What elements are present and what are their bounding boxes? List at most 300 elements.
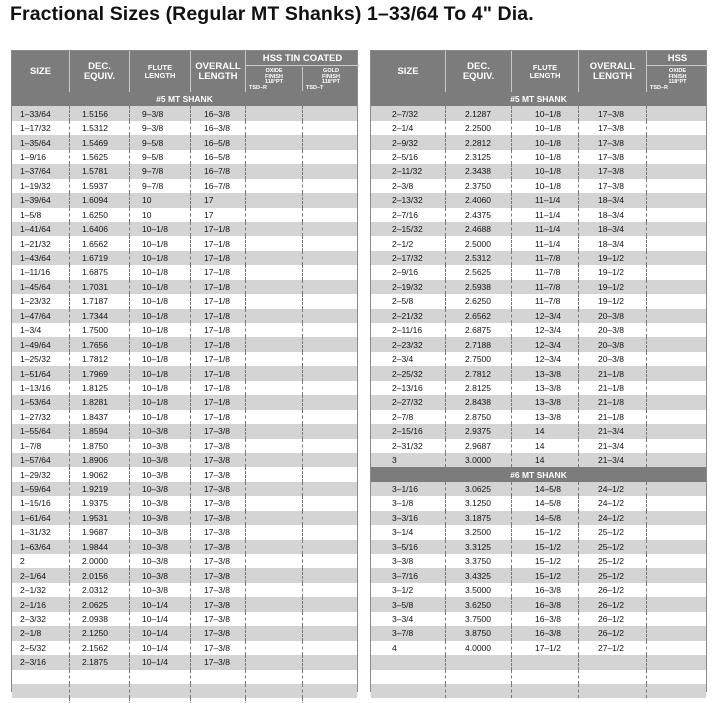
- overall-length-cell: 17–3/8: [191, 540, 246, 554]
- oxide-finish-cell: [246, 684, 303, 698]
- dec-equiv-cell: 1.5625: [70, 150, 130, 164]
- oxide-finish-cell: [647, 106, 708, 120]
- overall-length-cell: 17–3/8: [191, 597, 246, 611]
- dec-equiv-cell: 2.0312: [70, 583, 130, 597]
- dec-equiv-cell: 1.8125: [70, 381, 130, 395]
- oxide-finish-cell: [246, 439, 303, 453]
- oxide-finish-cell: [246, 121, 303, 135]
- size-cell: 2–5/16: [371, 150, 446, 164]
- dec-equiv-cell: 4.0000: [446, 641, 512, 655]
- table-row: [12, 453, 357, 467]
- overall-length-cell: 17–1/8: [191, 265, 246, 279]
- table-row: [371, 554, 706, 568]
- dec-equiv-cell: 1.8281: [70, 395, 130, 409]
- dec-equiv-cell: 2.8438: [446, 395, 512, 409]
- flute-length-cell: 10–1/8: [130, 323, 191, 337]
- overall-length-header: OVERALL LENGTH: [579, 51, 647, 92]
- dec-equiv-cell: 2.4375: [446, 208, 512, 222]
- size-cell: 1–45/64: [12, 280, 70, 294]
- table-row: [371, 236, 706, 250]
- table-row: [371, 150, 706, 164]
- oxide-finish-cell: [647, 323, 708, 337]
- size-cell: 1–31/32: [12, 525, 70, 539]
- size-cell: 2–13/32: [371, 193, 446, 207]
- table-row: [12, 309, 357, 323]
- table-row: [371, 280, 706, 294]
- oxide-finish-cell: [246, 641, 303, 655]
- overall-length-cell: 17–1/8: [191, 236, 246, 250]
- oxide-finish-cell: [647, 236, 708, 250]
- table-row: [371, 568, 706, 582]
- table-row: [371, 525, 706, 539]
- size-cell: 2–1/4: [371, 121, 446, 135]
- size-cell: 2–9/32: [371, 135, 446, 149]
- flute-length-cell: 14–5/8: [512, 482, 579, 496]
- flute-length-cell: 16–3/8: [512, 612, 579, 626]
- gold-finish-cell: [303, 135, 359, 149]
- overall-length-cell: [579, 684, 647, 698]
- size-cell: 1–11/16: [12, 265, 70, 279]
- overall-length-cell: 17–1/8: [191, 222, 246, 236]
- dec-equiv-cell: 1.7500: [70, 323, 130, 337]
- gold-finish-cell: [303, 106, 359, 120]
- oxide-finish-cell: [647, 251, 708, 265]
- dec-equiv-cell: 1.9844: [70, 540, 130, 554]
- size-cell: 3–1/16: [371, 482, 446, 496]
- table-row: [12, 540, 357, 554]
- table-row: [12, 366, 357, 380]
- oxide-finish-cell: [246, 352, 303, 366]
- table-row: [12, 381, 357, 395]
- oxide-finish-cell: [246, 280, 303, 294]
- dec-equiv-cell: 2.5000: [446, 236, 512, 250]
- table-row: [12, 554, 357, 568]
- overall-length-cell: 16–5/8: [191, 135, 246, 149]
- flute-length-cell: 9–5/8: [130, 150, 191, 164]
- overall-length-cell: 19–1/2: [579, 265, 647, 279]
- size-cell: 2–15/32: [371, 222, 446, 236]
- oxide-finish-cell: [246, 568, 303, 582]
- overall-length-cell: 16–3/8: [191, 121, 246, 135]
- overall-length-cell: 17–1/8: [191, 381, 246, 395]
- oxide-finish-cell: [647, 525, 708, 539]
- dec-equiv-cell: 1.7031: [70, 280, 130, 294]
- overall-length-cell: 26–1/2: [579, 612, 647, 626]
- size-cell: 3–3/4: [371, 612, 446, 626]
- size-cell: [371, 655, 446, 669]
- oxide-finish-cell: [246, 597, 303, 611]
- table-row: [371, 540, 706, 554]
- overall-length-cell: 17–3/8: [191, 482, 246, 496]
- table-row: [371, 395, 706, 409]
- dec-equiv-cell: 1.8437: [70, 410, 130, 424]
- size-cell: 1–35/64: [12, 135, 70, 149]
- overall-length-cell: 17–3/8: [579, 164, 647, 178]
- dec-equiv-cell: 3.0000: [446, 453, 512, 467]
- flute-length-cell: 11–7/8: [512, 251, 579, 265]
- oxide-finish-header: OXIDE FINISH 118°PT: [668, 68, 687, 86]
- overall-length-cell: 21–3/4: [579, 439, 647, 453]
- flute-length-cell: 16–3/8: [512, 597, 579, 611]
- size-cell: 2–19/32: [371, 280, 446, 294]
- oxide-finish-cell: [246, 337, 303, 351]
- left-table-body: [12, 92, 357, 703]
- dec-equiv-cell: 3.1250: [446, 496, 512, 510]
- overall-length-cell: 27–1/2: [579, 641, 647, 655]
- size-cell: 3: [371, 453, 446, 467]
- dec-equiv-cell: 1.6406: [70, 222, 130, 236]
- gold-finish-cell: [303, 179, 359, 193]
- flute-length-cell: 14: [512, 453, 579, 467]
- dec-equiv-cell: 3.2500: [446, 525, 512, 539]
- dec-equiv-cell: [446, 684, 512, 698]
- size-cell: 2–21/32: [371, 309, 446, 323]
- overall-length-cell: 17–3/8: [191, 554, 246, 568]
- oxide-finish-cell: [647, 641, 708, 655]
- overall-length-cell: 17–3/8: [191, 511, 246, 525]
- overall-length-cell: 17–3/8: [191, 439, 246, 453]
- flute-length-cell: 12–3/4: [512, 352, 579, 366]
- size-cell: [12, 670, 70, 684]
- overall-length-cell: 18–3/4: [579, 208, 647, 222]
- table-row: [371, 684, 706, 698]
- flute-length-header: FLUTE LENGTH: [512, 51, 579, 92]
- flute-length-cell: 12–3/4: [512, 309, 579, 323]
- dec-equiv-cell: 3.1875: [446, 511, 512, 525]
- flute-length-cell: 10–1/8: [130, 251, 191, 265]
- table-row: [371, 309, 706, 323]
- overall-length-cell: 26–1/2: [579, 597, 647, 611]
- oxide-finish-cell: [647, 568, 708, 582]
- size-cell: 1–57/64: [12, 453, 70, 467]
- flute-length-cell: 14: [512, 439, 579, 453]
- table-row: [12, 106, 357, 120]
- oxide-finish-cell: [647, 309, 708, 323]
- oxide-finish-cell: [647, 164, 708, 178]
- size-cell: 2–25/32: [371, 366, 446, 380]
- overall-length-cell: 17–3/8: [579, 150, 647, 164]
- oxide-finish-cell: [246, 410, 303, 424]
- overall-length-cell: [191, 698, 246, 703]
- flute-length-header: FLUTE LENGTH: [130, 51, 191, 92]
- oxide-finish-cell: [246, 583, 303, 597]
- table-row: [12, 496, 357, 510]
- oxide-finish-cell: [246, 540, 303, 554]
- flute-length-cell: 15–1/2: [512, 568, 579, 582]
- overall-length-cell: 21–3/4: [579, 424, 647, 438]
- dec-equiv-cell: 1.9062: [70, 467, 130, 481]
- table-row: [371, 597, 706, 611]
- dec-equiv-cell: 1.6250: [70, 208, 130, 222]
- table-row: [371, 337, 706, 351]
- flute-length-cell: 10–1/8: [512, 106, 579, 120]
- table-row: [12, 395, 357, 409]
- flute-length-cell: 10–3/8: [130, 453, 191, 467]
- dec-equiv-cell: 3.3750: [446, 554, 512, 568]
- dec-equiv-cell: 3.8750: [446, 626, 512, 640]
- dec-equiv-cell: 3.5000: [446, 583, 512, 597]
- flute-length-cell: 10–1/8: [130, 381, 191, 395]
- overall-length-cell: 17–3/8: [191, 583, 246, 597]
- gold-finish-cell: [303, 540, 359, 554]
- size-cell: 3–7/16: [371, 568, 446, 582]
- gold-finish-cell: [303, 352, 359, 366]
- oxide-finish-cell: [647, 280, 708, 294]
- overall-length-cell: 17–1/8: [191, 352, 246, 366]
- size-cell: 2–3/8: [371, 179, 446, 193]
- size-cell: 3–7/8: [371, 626, 446, 640]
- gold-finish-cell: [303, 251, 359, 265]
- oxide-finish-cell: [647, 366, 708, 380]
- gold-finish-cell: [303, 467, 359, 481]
- size-cell: 2–11/32: [371, 164, 446, 178]
- oxide-finish-cell: [246, 424, 303, 438]
- gold-finish-cell: [303, 597, 359, 611]
- size-cell: 1–27/32: [12, 410, 70, 424]
- size-cell: [371, 684, 446, 698]
- table-row: [12, 568, 357, 582]
- shank-label: #5 MT SHANK: [510, 94, 567, 105]
- size-cell: 1–9/16: [12, 150, 70, 164]
- flute-length-cell: 10–3/8: [130, 482, 191, 496]
- overall-length-cell: 25–1/2: [579, 554, 647, 568]
- gold-finish-cell: [303, 193, 359, 207]
- oxide-finish-cell: [647, 337, 708, 351]
- oxide-finish-cell: [647, 626, 708, 640]
- gold-finish-cell: [303, 626, 359, 640]
- dec-equiv-cell: 1.5781: [70, 164, 130, 178]
- gold-finish-cell: [303, 410, 359, 424]
- table-row: [12, 641, 357, 655]
- dec-equiv-cell: 1.8750: [70, 439, 130, 453]
- size-cell: 2–11/16: [371, 323, 446, 337]
- table-row: [371, 208, 706, 222]
- flute-length-cell: 10–1/8: [512, 121, 579, 135]
- flute-length-cell: 10: [130, 208, 191, 222]
- flute-length-cell: 9–7/8: [130, 179, 191, 193]
- oxide-finish-cell: [246, 265, 303, 279]
- oxide-finish-cell: [246, 670, 303, 684]
- size-cell: 2–3/32: [12, 612, 70, 626]
- dec-equiv-cell: 1.5937: [70, 179, 130, 193]
- oxide-finish-cell: [647, 395, 708, 409]
- table-row: [371, 179, 706, 193]
- dec-equiv-cell: 1.6719: [70, 251, 130, 265]
- oxide-finish-cell: [647, 655, 708, 669]
- size-cell: 3–1/4: [371, 525, 446, 539]
- flute-length-cell: 15–1/2: [512, 525, 579, 539]
- gold-finish-cell: [303, 439, 359, 453]
- size-cell: 1–5/8: [12, 208, 70, 222]
- shank-section-row: [371, 467, 706, 481]
- oxide-finish-cell: [246, 179, 303, 193]
- oxide-finish-cell: [647, 381, 708, 395]
- gold-finish-cell: [303, 381, 359, 395]
- dec-equiv-cell: 1.7969: [70, 366, 130, 380]
- table-row: [371, 410, 706, 424]
- right-table-body: [371, 92, 706, 698]
- dec-equiv-cell: 1.8594: [70, 424, 130, 438]
- oxide-finish-cell: [647, 597, 708, 611]
- overall-length-cell: 20–3/8: [579, 352, 647, 366]
- overall-length-cell: 17–3/8: [579, 121, 647, 135]
- dec-equiv-cell: 2.9375: [446, 424, 512, 438]
- overall-length-cell: [579, 670, 647, 684]
- gold-finish-cell: [303, 496, 359, 510]
- size-header: SIZE: [12, 51, 70, 92]
- flute-length-cell: 15–1/2: [512, 554, 579, 568]
- oxide-finish-cell: [647, 265, 708, 279]
- dec-equiv-cell: [70, 684, 130, 698]
- flute-length-cell: 10–1/8: [130, 366, 191, 380]
- oxide-finish-cell: [246, 511, 303, 525]
- overall-length-cell: 17–3/8: [191, 568, 246, 582]
- oxide-finish-cell: [246, 525, 303, 539]
- oxide-finish-cell: [246, 251, 303, 265]
- flute-length-cell: 15–1/2: [512, 540, 579, 554]
- oxide-finish-header: OXIDE FINISH 118°PT: [246, 67, 303, 91]
- overall-length-cell: 25–1/2: [579, 568, 647, 582]
- dec-equiv-cell: 2.3125: [446, 150, 512, 164]
- gold-finish-cell: [303, 208, 359, 222]
- flute-length-cell: 10–1/8: [512, 179, 579, 193]
- size-cell: 1–3/4: [12, 323, 70, 337]
- size-cell: 1–39/64: [12, 193, 70, 207]
- gold-finish-cell: [303, 568, 359, 582]
- overall-length-cell: [191, 684, 246, 698]
- table-row: [12, 626, 357, 640]
- flute-length-cell: 10–3/8: [130, 525, 191, 539]
- size-cell: 1–53/64: [12, 395, 70, 409]
- flute-length-cell: 10–1/8: [130, 222, 191, 236]
- table-row: [12, 424, 357, 438]
- dec-equiv-cell: 2.0000: [70, 554, 130, 568]
- oxide-finish-cell: [647, 193, 708, 207]
- gold-finish-cell: [303, 655, 359, 669]
- flute-length-cell: 10–1/8: [130, 395, 191, 409]
- oxide-finish-cell: [647, 352, 708, 366]
- oxide-finish-cell: [246, 381, 303, 395]
- overall-length-cell: 18–3/4: [579, 222, 647, 236]
- overall-length-cell: 17–1/8: [191, 251, 246, 265]
- overall-length-cell: 19–1/2: [579, 280, 647, 294]
- oxide-finish-cell: [246, 467, 303, 481]
- gold-finish-cell: [303, 641, 359, 655]
- dec-equiv-cell: 2.5938: [446, 280, 512, 294]
- size-cell: 3–3/8: [371, 554, 446, 568]
- size-cell: 1–29/32: [12, 467, 70, 481]
- oxide-finish-cell: [647, 554, 708, 568]
- flute-length-cell: 10–1/8: [512, 164, 579, 178]
- table-row: [12, 525, 357, 539]
- dec-equiv-cell: 1.9375: [70, 496, 130, 510]
- dec-equiv-cell: 1.5312: [70, 121, 130, 135]
- overall-length-cell: 26–1/2: [579, 626, 647, 640]
- gold-finish-cell: [303, 670, 359, 684]
- oxide-finish-cell: [647, 453, 708, 467]
- size-cell: 1–43/64: [12, 251, 70, 265]
- overall-length-cell: 17–3/8: [191, 655, 246, 669]
- oxide-finish-cell: [246, 366, 303, 380]
- dec-equiv-cell: 3.3125: [446, 540, 512, 554]
- overall-length-cell: 17: [191, 208, 246, 222]
- oxide-finish-cell: [647, 684, 708, 698]
- oxide-finish-cell: [246, 294, 303, 308]
- size-cell: 2–1/2: [371, 236, 446, 250]
- size-cell: 2–1/64: [12, 568, 70, 582]
- oxide-finish-cell: [647, 222, 708, 236]
- flute-length-cell: 10–1/8: [130, 294, 191, 308]
- table-row: [12, 352, 357, 366]
- table-row: [12, 164, 357, 178]
- overall-length-cell: 17–3/8: [191, 496, 246, 510]
- flute-length-cell: 10–1/8: [512, 150, 579, 164]
- flute-length-cell: 11–1/4: [512, 193, 579, 207]
- overall-length-cell: 21–1/8: [579, 395, 647, 409]
- table-row: [371, 352, 706, 366]
- flute-length-cell: 11–1/4: [512, 236, 579, 250]
- table-row: [12, 410, 357, 424]
- flute-length-cell: 10–3/8: [130, 511, 191, 525]
- gold-finish-cell: [303, 395, 359, 409]
- oxide-code-header: TSD–R: [249, 85, 268, 91]
- size-cell: 2–13/16: [371, 381, 446, 395]
- gold-finish-cell: [303, 453, 359, 467]
- dec-equiv-cell: 1.7344: [70, 309, 130, 323]
- dec-equiv-cell: 1.7812: [70, 352, 130, 366]
- size-cell: 2–7/32: [371, 106, 446, 120]
- size-cell: 2–5/32: [12, 641, 70, 655]
- size-cell: 1–55/64: [12, 424, 70, 438]
- size-cell: 2–23/32: [371, 337, 446, 351]
- shank-label: #5 MT SHANK: [156, 94, 213, 105]
- table-row: [371, 164, 706, 178]
- table-row: [12, 612, 357, 626]
- dec-equiv-cell: 2.4060: [446, 193, 512, 207]
- size-cell: 1–17/32: [12, 121, 70, 135]
- overall-length-cell: 20–3/8: [579, 323, 647, 337]
- oxide-finish-cell: [647, 135, 708, 149]
- overall-length-cell: 17–3/8: [191, 525, 246, 539]
- size-cell: [12, 698, 70, 703]
- overall-length-cell: 17–1/8: [191, 294, 246, 308]
- oxide-finish-cell: [647, 410, 708, 424]
- flute-length-cell: 10–3/8: [130, 496, 191, 510]
- overall-length-cell: 17–3/8: [579, 179, 647, 193]
- table-row: [371, 366, 706, 380]
- dec-equiv-cell: 2.5625: [446, 265, 512, 279]
- table-row: [12, 655, 357, 669]
- overall-length-cell: 24–1/2: [579, 482, 647, 496]
- flute-length-cell: 11–1/4: [512, 222, 579, 236]
- dec-equiv-cell: [446, 670, 512, 684]
- size-cell: 2–7/16: [371, 208, 446, 222]
- left-size-table: [11, 50, 358, 692]
- oxide-finish-cell: [647, 670, 708, 684]
- flute-length-cell: 10–1/4: [130, 655, 191, 669]
- overall-length-cell: 17–3/8: [191, 626, 246, 640]
- overall-length-cell: 17–1/8: [191, 323, 246, 337]
- table-row: [12, 251, 357, 265]
- dec-equiv-cell: 2.1562: [70, 641, 130, 655]
- flute-length-cell: 10–1/4: [130, 641, 191, 655]
- dec-equiv-cell: 3.6250: [446, 597, 512, 611]
- dec-equiv-cell: 1.8906: [70, 453, 130, 467]
- size-cell: 1–41/64: [12, 222, 70, 236]
- flute-length-cell: [130, 670, 191, 684]
- dec-equiv-cell: 2.3438: [446, 164, 512, 178]
- size-cell: 1–25/32: [12, 352, 70, 366]
